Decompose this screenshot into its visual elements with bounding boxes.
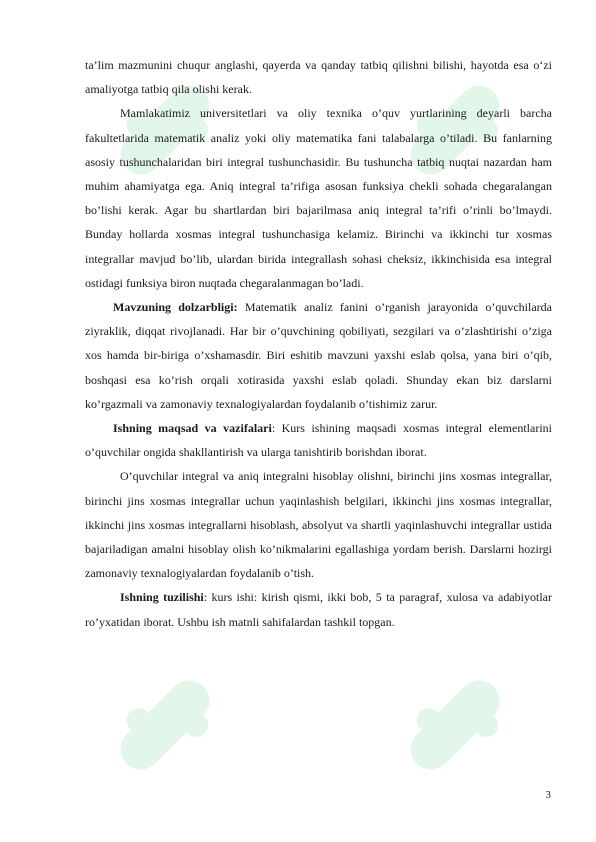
- page-number: 3: [545, 789, 551, 801]
- paragraph-text: : Kurs ishining maqsadi xosmas integral elementlarini o’quvchilar ongida shakllantirish va ularga tanishtirib borishdan iborat.: [85, 421, 552, 460]
- relevance-heading: Mavzuning dolzarbligi:: [113, 300, 238, 315]
- structure-heading: Ishning tuzilishi: [120, 590, 204, 605]
- logo-watermark-icon: [80, 640, 250, 810]
- paragraph-text: Mamlakatimiz universitetlari va oliy texnika o’quv yurtlarining deyarli barcha fakultetlarida matematik analiz yoki oliy matematika fani talabalarga o’tiladi. Bu fanlarning asosiy tushunchalaridan biri integral tushunchasidir. Bu tushuncha tatbiq nuqtai nazardan ham muhim ahamiyatga ega. Aniq integral ta’rifiga asosan funksiya chekli sohada chegaralangan bo’lishi kerak. Agar bu shartlardan biri bajarilmasa aniq integral ta’rifi o’rinli bo’lmaydi. Bunday hollarda xosmas integral tushunchasiga kelamiz. Birinchi va ikkinchi tur xosmas integrallar mavjud bo’lib, ulardan birida integrallash sohasi cheksiz, ikkinchisida esa integral ostidagi funksiya biron nuqtada chegaralanmagan bo’ladi.: [85, 106, 552, 290]
- paragraph-objectives: [85, 464, 552, 585]
- paragraph-goals: [85, 416, 552, 464]
- paragraph-relevance: [85, 295, 552, 416]
- paragraph-text: Matematik analiz fanini o’rganish jarayonida o’quvchilarda ziyraklik, diqqat rivojlanadi. Har bir o’quvchining qobiliyati, sezgilari va o’zlashtirishi o’ziga xos hamda bir-biriga o’xshamasdir. Biri eshitib mavzuni yaxshi eslab qolsa, yana biri o’qib, boshqasi esa ko’rish orqali xotirasida yaxshi eslab qoladi. Shunday ekan biz darslarni ko’rgazmali va zamonaviy texnalogiyalardan foydalanib o’tishimiz zarur.: [85, 300, 552, 411]
- logo-watermark-icon: [370, 640, 540, 810]
- paragraph-intro-continuation: [85, 53, 552, 101]
- paragraph-text: ta’lim mazmunini chuqur anglashi, qayerda va qanday tatbiq qilishni bilishi, hayotda esa o‘zi amaliyotga tatbiq qila olishi kerak.: [85, 58, 552, 97]
- paragraph-text: : kurs ishi: kirish qismi, ikki bob, 5 ta paragraf, xulosa va adabiyotlar ro’yxatidan iborat. Ushbu ish matnli sahifalardan tashkil topgan.: [85, 590, 553, 629]
- paragraph-structure: [85, 585, 552, 633]
- document-body: [85, 53, 552, 634]
- paragraph-text: O’quvchilar integral va aniq integralni hisoblay olishni, birinchi jins xosmas integrallar, birinchi jins xosmas integrallar uchun yaqinlashish belgilari, ikkinchi jins xosmas integrallar, ikkinchi jins xosmas integrallarni hisoblash, absolyut va shartli yaqinlashuvchi integrallar ustida bajariladigan amalni hisoblay olish ko’nikmalarini egallashiga yordam berish. Darslarni hozirgi zamonaviy texnalogiyalardan foydalanib o’tish.: [85, 469, 552, 581]
- goals-heading: Ishning maqsad va vazifalari: [113, 421, 272, 436]
- paragraph-integral-concept: [85, 101, 552, 295]
